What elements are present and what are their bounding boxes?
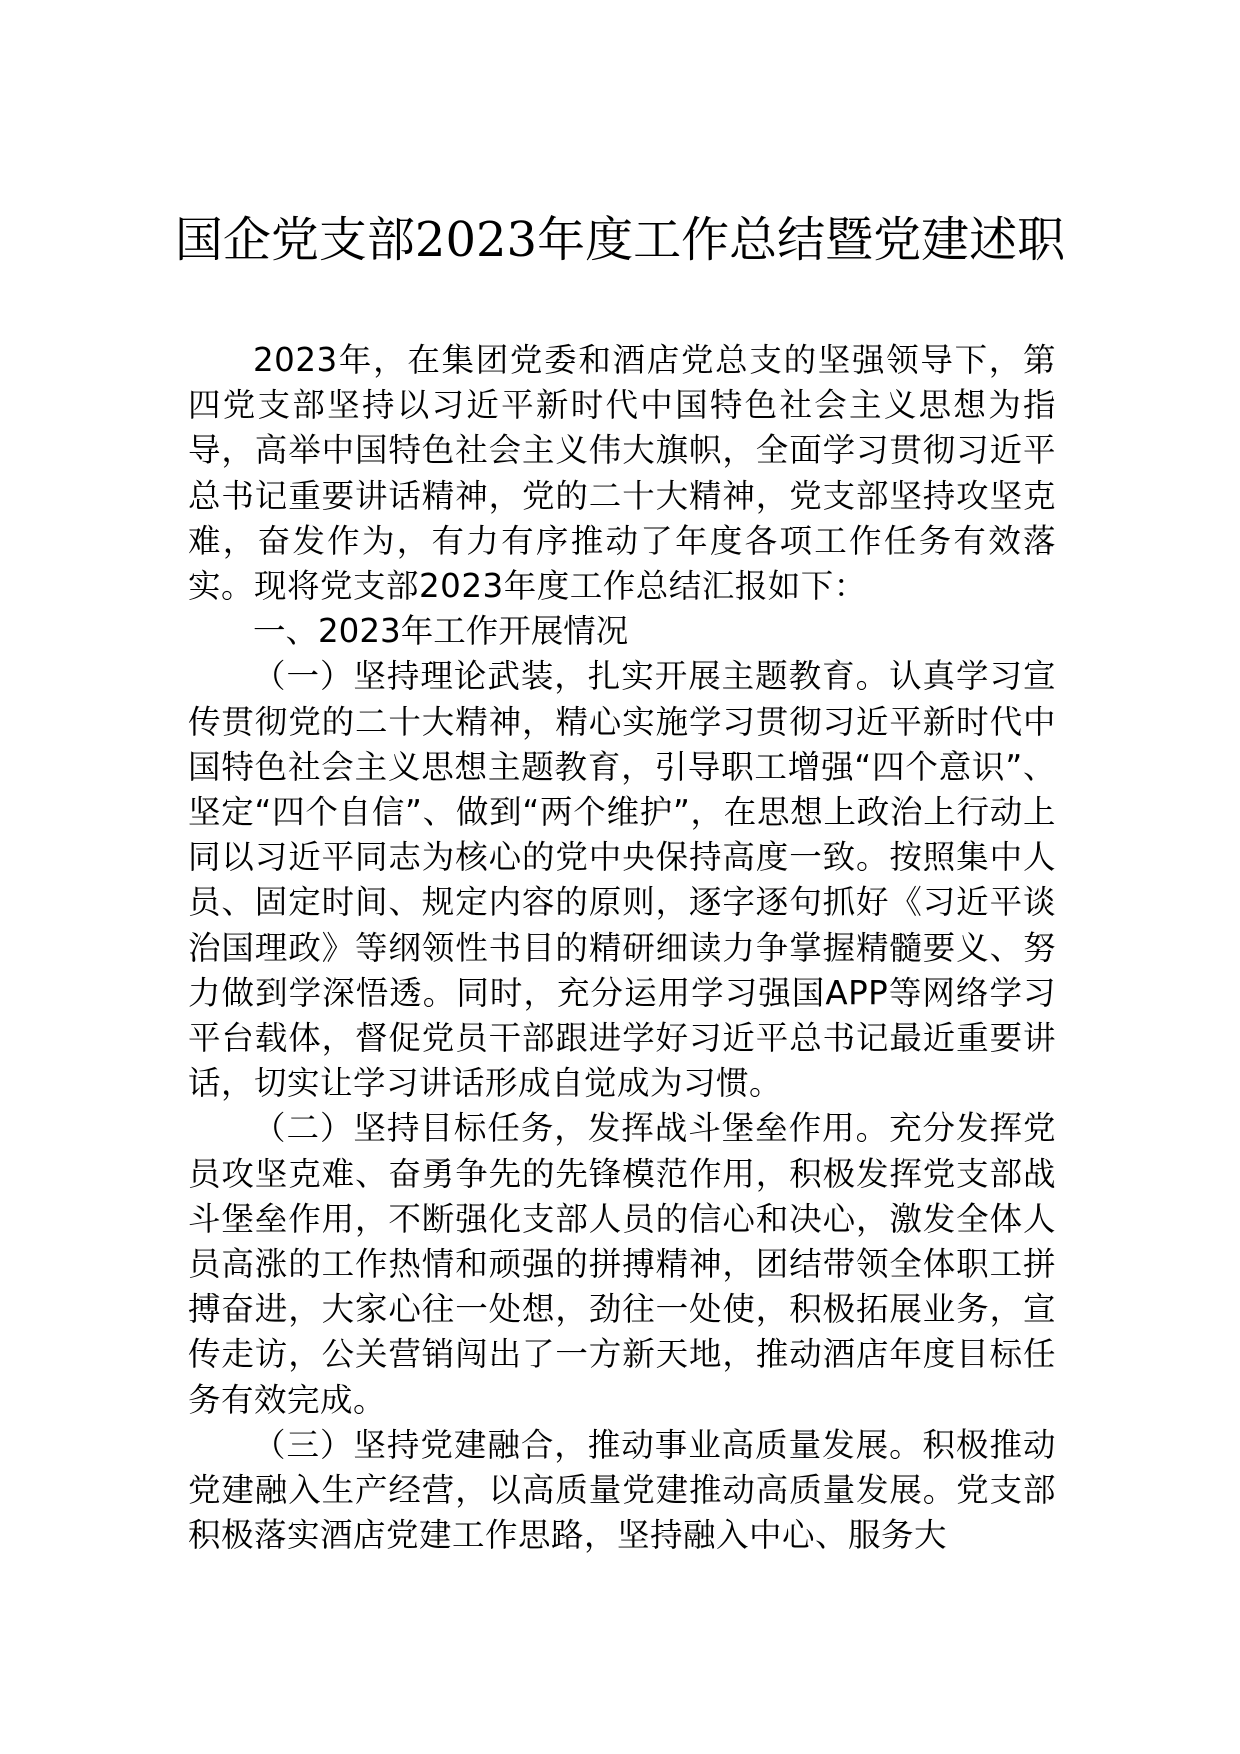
document-title: 国企党支部2023年度工作总结暨党建述职 [174, 212, 1066, 268]
item-paragraph-3: （三）坚持党建融合，推动事业高质量发展。积极推动党建融入生产经营，以高质量党建推动高质量发展。党支部积极落实酒店党建工作思路，坚持融入中心、服务大 [188, 1425, 1056, 1555]
item-paragraph-2: （二）坚持目标任务，发挥战斗堡垒作用。充分发挥党员攻坚克难、奋勇争先的先锋模范作用，积极发挥党支部战斗堡垒作用，不断强化支部人员的信心和决心，激发全体人员高涨的工作热情和顽强的拼搏精神，团结带领全体职工拼搏奋进，大家心往一处想，劲往一处使，积极拓展业务，宣传走访，公关营销闯出了一方新天地，推动酒店年度目标任务有效完成。 [188, 1109, 1056, 1419]
intro-paragraph: 2023年，在集团党委和酒店党总支的坚强领导下，第四党支部坚持以习近平新时代中国特色社会主义思想为指导，高举中国特色社会主义伟大旗帜，全面学习贯彻习近平总书记重要讲话精神，党的二十大精神，党支部坚持攻坚克难，奋发作为，有力有序推动了年度各项工作任务有效落实。现将党支部2023年度工作总结汇报如下： [188, 341, 1056, 606]
item-paragraph-1: （一）坚持理论武装，扎实开展主题教育。认真学习宣传贯彻党的二十大精神，精心实施学习贯彻习近平新时代中国特色社会主义思想主题教育，引导职工增强“四个意识”、坚定“四个自信”、做到“两个维护”，在思想上政治上行动上同以习近平同志为核心的党中央保持高度一致。按照集中人员、固定时间、规定内容的原则，逐字逐句抓好《习近平谈治国理政》等纲领性书目的精研细读力争掌握精髓要义、努力做到学深悟透。同时，充分运用学习强国APP等网络学习平台载体，督促党员干部跟进学好习近平总书记最近重要讲话，切实让学习讲话形成自觉成为习惯。 [188, 657, 1056, 1103]
document-body [188, 338, 1056, 1558]
section-heading-1: 一、2023年工作开展情况 [253, 612, 629, 651]
